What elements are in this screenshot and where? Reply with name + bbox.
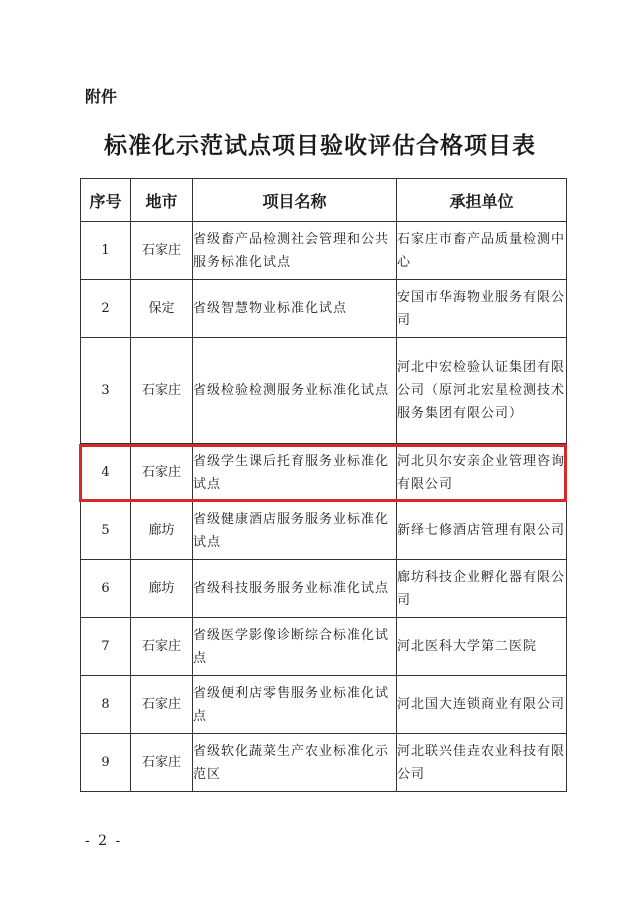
row-responsible-unit: 廊坊科技企业孵化器有限公司 [397, 560, 567, 618]
document-title: 标准化示范试点项目验收评估合格项目表 [104, 132, 536, 159]
row-number: 4 [81, 444, 131, 502]
table-row [81, 734, 567, 792]
row-responsible-unit: 河北贝尔安亲企业管理咨询有限公司 [397, 444, 567, 502]
row-project-name: 省级畜产品检测社会管理和公共服务标准化试点 [193, 222, 397, 280]
row-project-name: 省级智慧物业标准化试点 [193, 280, 397, 338]
row-city: 石家庄 [131, 734, 193, 792]
table-row [81, 338, 567, 444]
page-number: - 2 - [85, 833, 123, 849]
header-city: 地市 [131, 179, 193, 222]
row-responsible-unit: 河北中宏检验认证集团有限公司（原河北宏星检测技术服务集团有限公司） [397, 338, 567, 444]
row-number: 9 [81, 734, 131, 792]
row-responsible-unit: 河北国大连锁商业有限公司 [397, 676, 567, 734]
row-number: 6 [81, 560, 131, 618]
row-city: 石家庄 [131, 618, 193, 676]
row-responsible-unit: 河北联兴佳垚农业科技有限公司 [397, 734, 567, 792]
qualified-projects-table [80, 178, 567, 792]
header-number: 序号 [81, 179, 131, 222]
row-city: 廊坊 [131, 502, 193, 560]
row-project-name: 省级健康酒店服务服务业标准化试点 [193, 502, 397, 560]
row-project-name: 省级医学影像诊断综合标准化试点 [193, 618, 397, 676]
row-project-name: 省级学生课后托育服务业标准化试点 [193, 444, 397, 502]
row-number: 3 [81, 338, 131, 444]
header-project-name: 项目名称 [193, 179, 397, 222]
header-responsible-unit: 承担单位 [397, 179, 567, 222]
table-row [81, 676, 567, 734]
table-row [81, 502, 567, 560]
row-number: 1 [81, 222, 131, 280]
table-row [81, 222, 567, 280]
table-row [81, 560, 567, 618]
row-responsible-unit: 河北医科大学第二医院 [397, 618, 567, 676]
table-header-row [81, 179, 567, 222]
attachment-label: 附件 [85, 87, 118, 106]
row-project-name: 省级检验检测服务业标准化试点 [193, 338, 397, 444]
row-number: 5 [81, 502, 131, 560]
table-row [81, 618, 567, 676]
row-project-name: 省级软化蔬菜生产农业标准化示范区 [193, 734, 397, 792]
row-number: 8 [81, 676, 131, 734]
row-responsible-unit: 安国市华海物业服务有限公司 [397, 280, 567, 338]
row-city: 廊坊 [131, 560, 193, 618]
table-row-highlighted [81, 444, 567, 502]
row-project-name: 省级科技服务服务业标准化试点 [193, 560, 397, 618]
row-responsible-unit: 新绎七修酒店管理有限公司 [397, 502, 567, 560]
row-project-name: 省级便利店零售服务业标准化试点 [193, 676, 397, 734]
row-number: 7 [81, 618, 131, 676]
row-city: 石家庄 [131, 338, 193, 444]
row-city: 石家庄 [131, 222, 193, 280]
row-city: 保定 [131, 280, 193, 338]
row-responsible-unit: 石家庄市畜产品质量检测中心 [397, 222, 567, 280]
table-row [81, 280, 567, 338]
row-city: 石家庄 [131, 444, 193, 502]
row-number: 2 [81, 280, 131, 338]
row-city: 石家庄 [131, 676, 193, 734]
